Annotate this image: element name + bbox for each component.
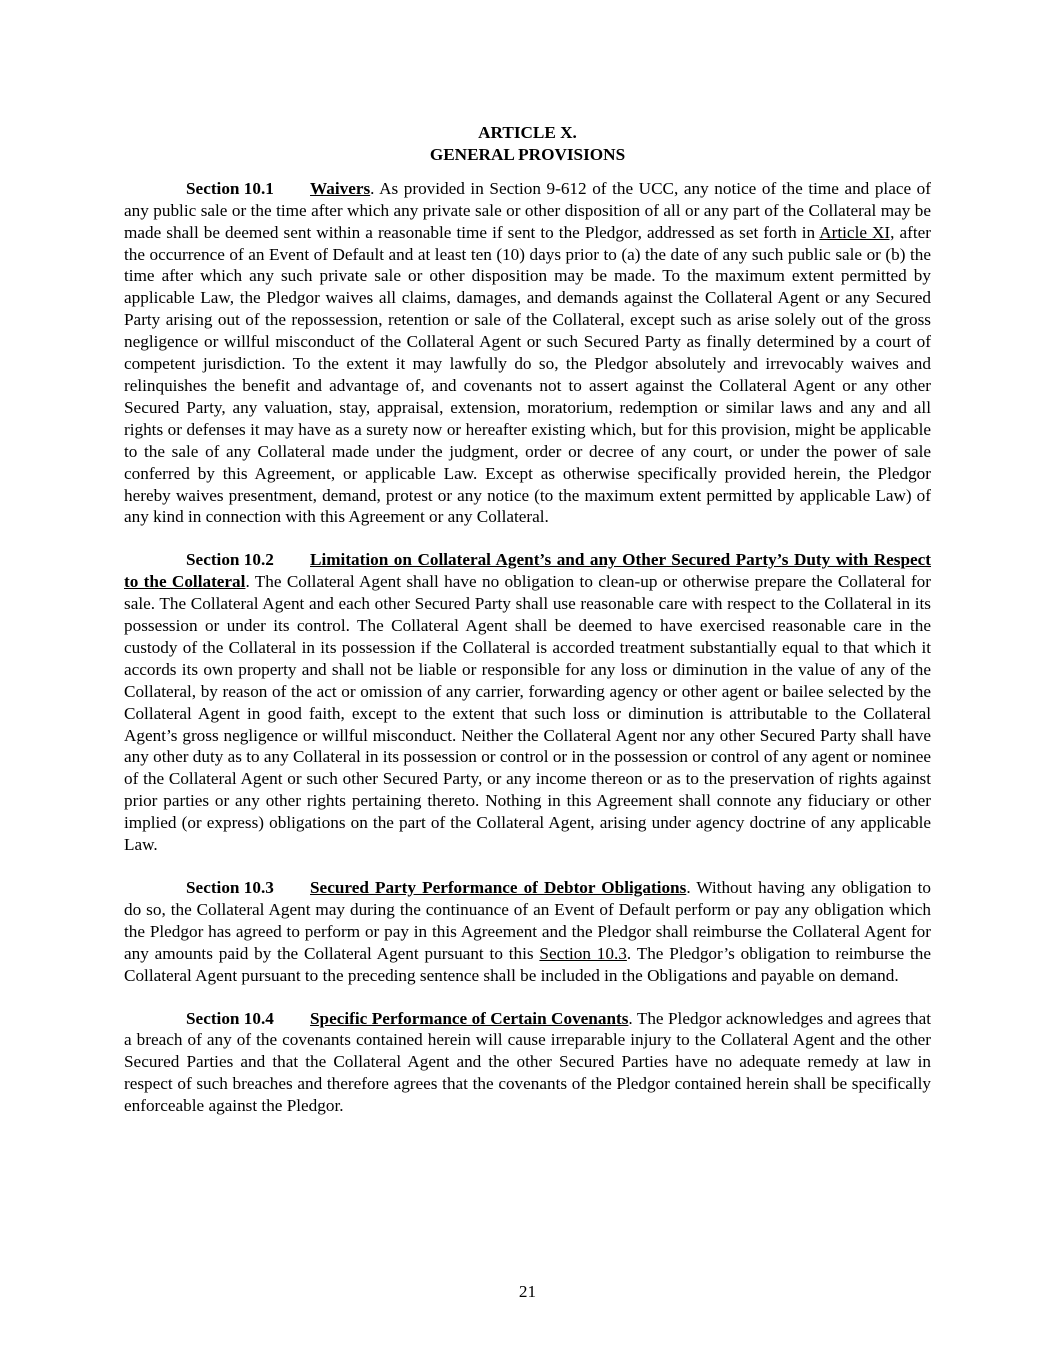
section-title: Limitation on Collateral Agent’s and any Other Secured Party’s Duty with Respect to the Collateral	[124, 550, 931, 592]
section-10-1	[124, 178, 931, 529]
section-text: . As provided in Section 9-612 of the UCC, any notice of the time and place of any public sale or the time after which any private sale or other disposition of all or any part of the Collateral may be made shall be deemed sent within a reasonable time if sent to the Pledgor, addressed as set forth in	[124, 178, 931, 242]
cross-reference-link: Section 10.3	[539, 943, 627, 963]
section-10-4	[124, 1008, 931, 1118]
section-10-3	[124, 877, 931, 987]
section-10-2	[124, 549, 931, 856]
section-title: Specific Performance of Certain Covenants	[310, 1008, 629, 1028]
section-number: Section 10.4	[186, 1008, 274, 1028]
section-title: Waivers	[310, 178, 371, 198]
section-title: Secured Party Performance of Debtor Obligations	[310, 878, 687, 897]
section-text: . The Collateral Agent shall have no obligation to clean-up or otherwise prepare the Collateral for sale. The Collateral Agent and each other Secured Party shall use reasonable care with respect to the Collateral in its possession or under its control. The Collateral Agent shall be deemed to have exercised reasonable care in the custody of the Collateral in its possession if the Collateral is accorded treatment substantially equal to that which it accords its own property and shall not be liable or responsible for any loss or diminution in the value of any of the Collateral, by reason of the act or omission of any carrier, forwarding agency or other agent or bailee selected by the Collateral Agent in good faith, except to the extent that such loss or diminution is attributable to the Collateral Agent’s gross negligence or willful misconduct. Neither the Collateral Agent nor any other Secured Party shall have any other duty as to any Collateral in its possession or control or in the possession or control of any agent or nominee of the Collateral Agent or such other Secured Party, or any income thereon or as to the preservation of rights against prior parties or any other rights pertaining thereto. Nothing in this Agreement shall connote any fiduciary or other implied (or express) obligations on the part of the Collateral Agent, arising under agency doctrine of any applicable Law.	[124, 572, 931, 855]
section-text: . The Pledgor’s obligation to reimburse the Collateral Agent pursuant to the preceding sentence shall be included in the Obligations and payable on demand.	[124, 943, 931, 985]
page-number: 21	[518, 1282, 537, 1301]
document-page	[124, 122, 931, 1117]
section-number: Section 10.1	[186, 178, 274, 198]
section-number: Section 10.3	[186, 878, 274, 897]
section-text: . Without having any obligation to do so, the Collateral Agent may during the continuance of an Event of Default perform or pay any obligation which the Pledgor has agreed to perform or pay in this Agreement and the Pledgor shall reimburse the Collateral Agent for any amounts paid by the Collateral Agent pursuant to this	[124, 878, 931, 963]
section-text: after the occurrence of an Event of Default and at least ten (10) days prior to (a) the date of any such public sale or (b) the time after which any such private sale or other disposition may be made. To the maximum extent permitted by applicable Law, the Pledgor waives all claims, damages, and demands against the Collateral Agent or any Secured Party arising out of the repossession, retention or sale of the Collateral, except such as arise solely out of the gross negligence or willful misconduct of the Collateral Agent or such Secured Party as finally determined by a court of competent jurisdiction. To the extent it may lawfully do so, the Pledgor absolutely and irrevocably waives and relinquishes the benefit and advantage of, and covenants not to assert against the Collateral Agent or any other Secured Party, any valuation, stay, appraisal, extension, moratorium, redemption or similar laws and any and all rights or defenses it may have as a surety now or hereafter existing which, but for this provision, might be applicable to the sale of any Collateral made under the judgment, order or decree of any court, or under the power of sale conferred by this Agreement, or applicable Law. Except as otherwise specifically provided herein, the Pledgor hereby waives presentment, demand, protest or any notice (to the maximum extent permitted by applicable Law) of any kind in connection with this Agreement or any Collateral.	[124, 222, 932, 527]
article-title: GENERAL PROVISIONS	[429, 144, 626, 164]
section-number: Section 10.2	[186, 550, 274, 570]
section-text: . The Pledgor acknowledges and agrees that a breach of any of the covenants contained herein will cause irreparable injury to the Collateral Agent and the other Secured Parties and that the Collateral Agent and the other Secured Parties have no adequate remedy at law in respect of such breaches and therefore agrees that the covenants of the Pledgor contained herein shall be specifically enforceable against the Pledgor.	[124, 1008, 932, 1116]
article-number: ARTICLE X.	[478, 123, 577, 142]
cross-reference-link: Article XI,	[819, 222, 895, 242]
